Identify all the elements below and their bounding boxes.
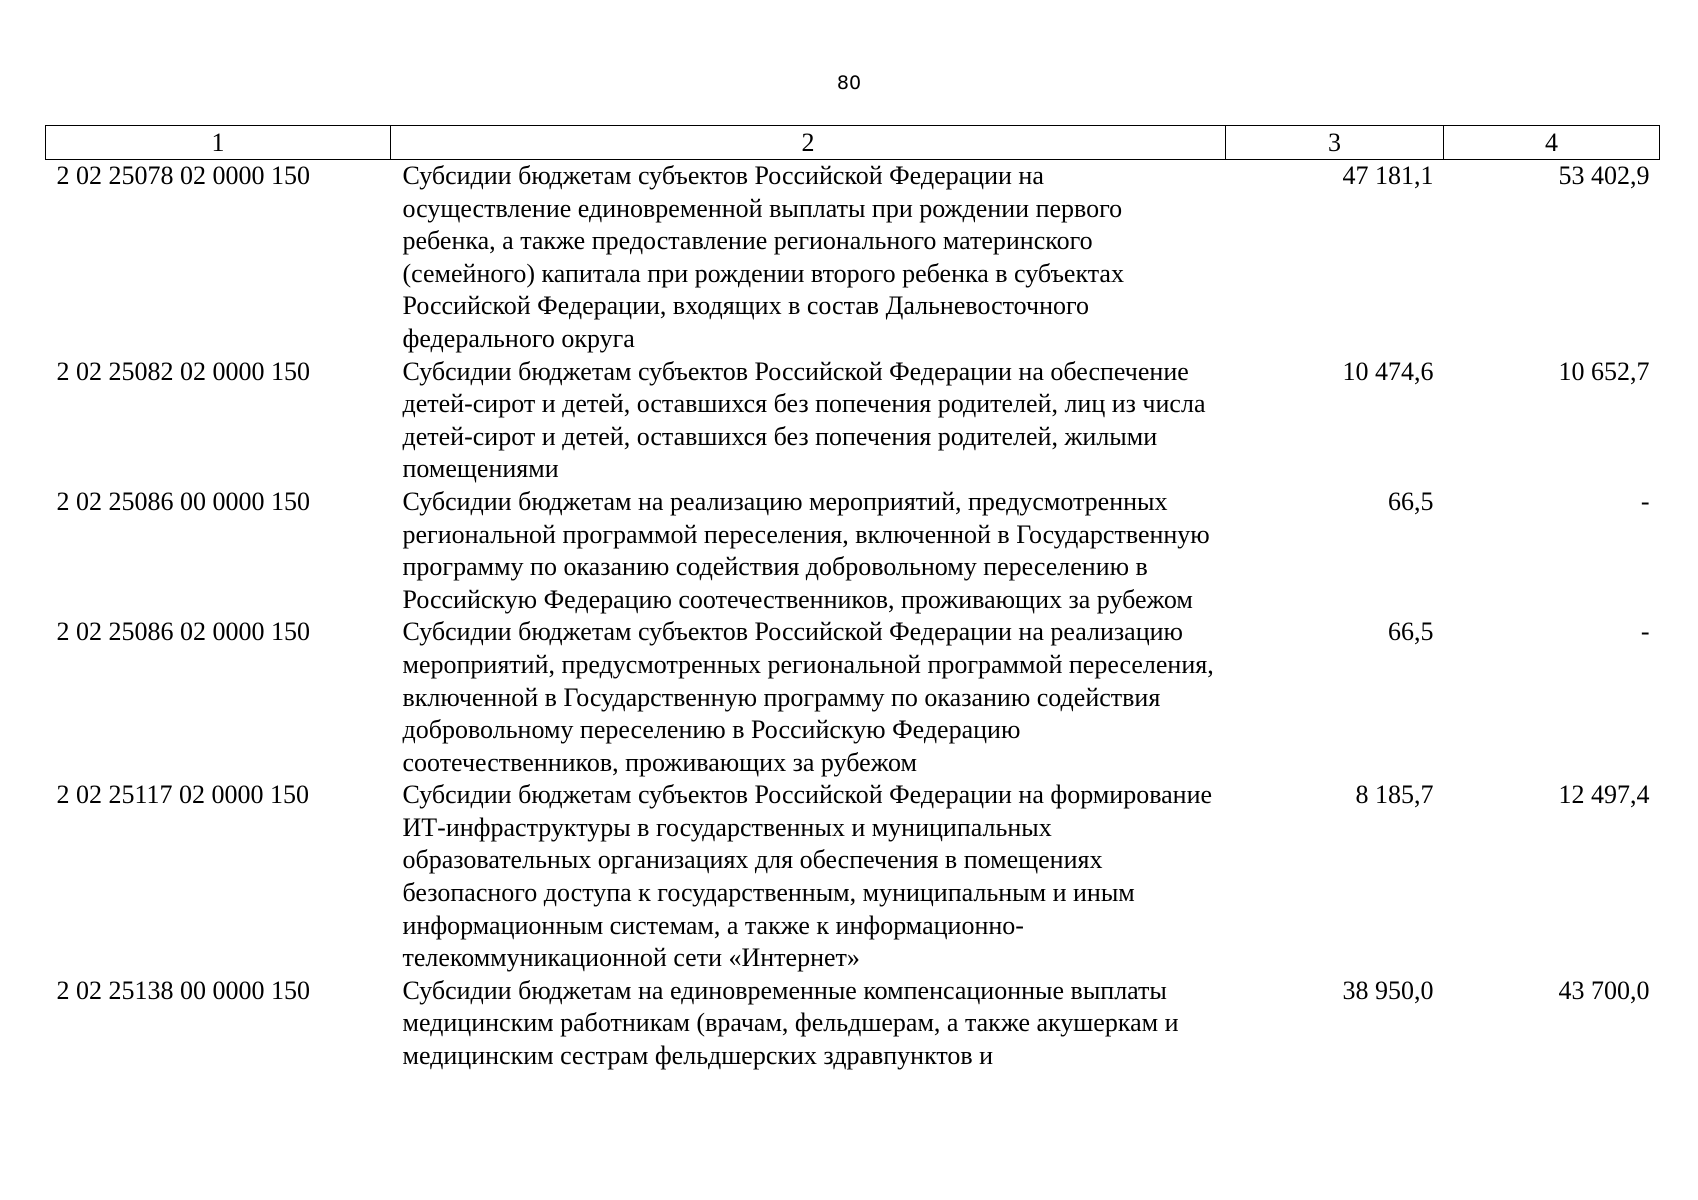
table-row bbox=[46, 975, 1660, 1073]
row-description: Субсидии бюджетам на единовременные компенсационные выплаты медицинским работникам (врачам, фельдшерам, а также акушеркам и медицинским сестрам фельдшерских здравпунктов и bbox=[402, 975, 1179, 1071]
row-description: Субсидии бюджетам субъектов Российской Федерации на осуществление единовременной выплаты при рождении первого ребенка, а также предоставление регионального материнского (семейного) капитала при рождении второго ребенка в субъектах Российской Федерации, входящих в состав Дальневосточного федерального округа bbox=[402, 161, 1124, 353]
table-row bbox=[46, 160, 1660, 356]
classification-code: 2 02 25082 02 0000 150 bbox=[56, 356, 310, 386]
classification-code: 2 02 25086 00 0000 150 bbox=[56, 486, 310, 516]
budget-table bbox=[45, 125, 1660, 1073]
column-header-4: 4 bbox=[1444, 126, 1660, 160]
amount-column-4: 12 497,4 bbox=[1558, 780, 1650, 810]
page-number: 80 bbox=[836, 72, 862, 94]
amount-column-4: - bbox=[1640, 486, 1650, 516]
amount-column-4: - bbox=[1640, 617, 1650, 647]
row-description: Субсидии бюджетам субъектов Российской Федерации на реализацию мероприятий, предусмотренных региональной программой переселения, включенной в Государственную программу по оказанию содействия добровольному переселению в Российскую Федерацию соотечественников, проживающих за рубежом bbox=[402, 617, 1214, 777]
table-row bbox=[46, 616, 1660, 779]
row-description: Субсидии бюджетам субъектов Российской Федерации на формирование ИТ-инфраструктуры в государственных и муниципальных образовательных организациях для обеспечения в помещениях безопасного доступа к государственным, муниципальным и иным информационным системам, а также к информационно-телекоммуникационной сети «Интернет» bbox=[402, 780, 1213, 973]
row-description: Субсидии бюджетам субъектов Российской Федерации на обеспечение детей-сирот и детей, оставшихся без попечения родителей, лиц из числа детей-сирот и детей, оставшихся без попечения родителей, жилыми помещениями bbox=[402, 356, 1206, 484]
table-row bbox=[46, 356, 1660, 486]
amount-column-4: 53 402,9 bbox=[1558, 161, 1650, 190]
amount-column-3: 66,5 bbox=[1388, 486, 1434, 516]
amount-column-4: 43 700,0 bbox=[1558, 975, 1650, 1005]
amount-column-3: 66,5 bbox=[1388, 617, 1434, 647]
column-header-2: 2 bbox=[391, 126, 1226, 160]
table-row bbox=[46, 779, 1660, 975]
classification-code: 2 02 25086 02 0000 150 bbox=[56, 617, 310, 647]
column-header-3: 3 bbox=[1226, 126, 1444, 160]
amount-column-3: 38 950,0 bbox=[1342, 975, 1434, 1005]
amount-column-4: 10 652,7 bbox=[1558, 356, 1650, 386]
table-row bbox=[46, 486, 1660, 616]
amount-column-3: 47 181,1 bbox=[1342, 161, 1434, 190]
column-header-1: 1 bbox=[46, 126, 391, 160]
classification-code: 2 02 25138 00 0000 150 bbox=[56, 975, 310, 1005]
row-description: Субсидии бюджетам на реализацию мероприятий, предусмотренных региональной программой переселения, включенной в Государственную программу по оказанию содействия добровольному переселению в Российскую Федерацию соотечественников, проживающих за рубежом bbox=[402, 486, 1210, 614]
classification-code: 2 02 25117 02 0000 150 bbox=[56, 780, 310, 810]
amount-column-3: 10 474,6 bbox=[1342, 356, 1434, 386]
table-header-row bbox=[46, 126, 1660, 160]
classification-code: 2 02 25078 02 0000 150 bbox=[56, 161, 310, 190]
amount-column-3: 8 185,7 bbox=[1355, 780, 1434, 810]
